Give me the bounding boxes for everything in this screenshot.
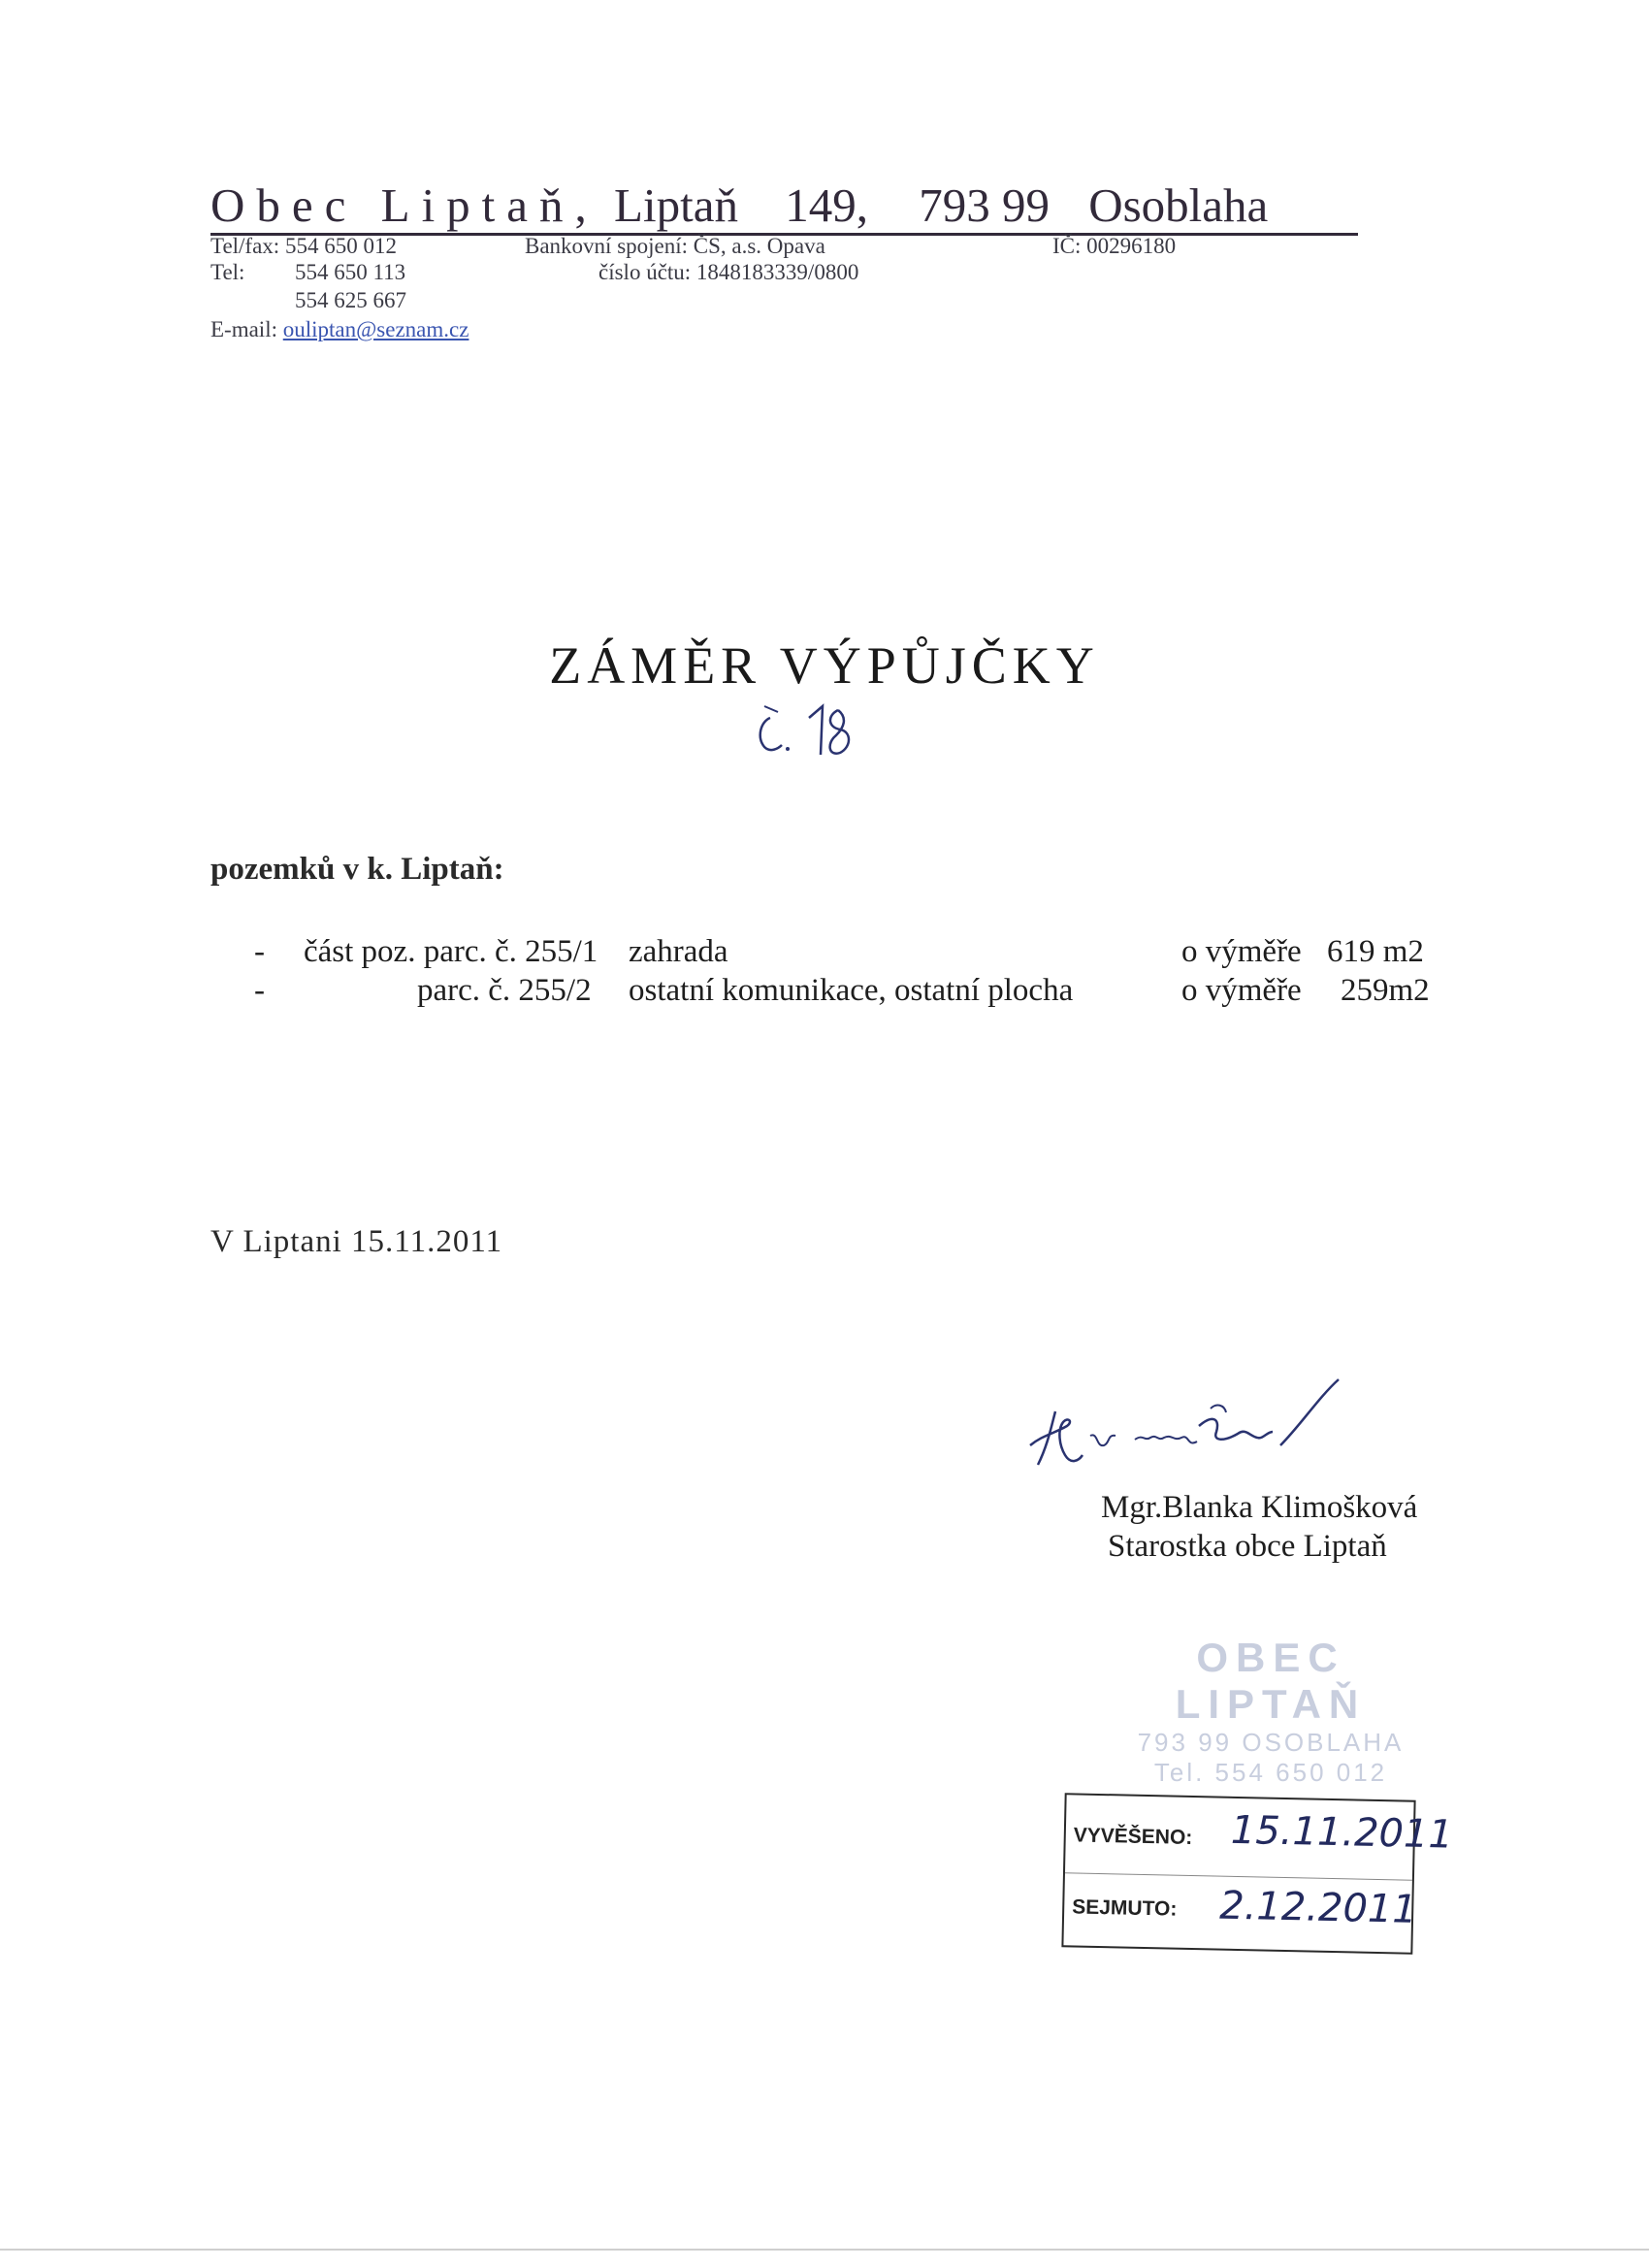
letterhead-municipality: Obec Liptaň, — [210, 178, 598, 232]
letterhead-ic: IČ: 00296180 — [1052, 234, 1177, 258]
parcel-2-area-label: o výměře — [1181, 973, 1302, 1008]
letterhead-tel-1: 554 650 113 — [295, 260, 406, 284]
date-line: V Liptani 15.11.2011 — [210, 1224, 503, 1259]
letterhead-title — [210, 180, 1358, 236]
scan-edge-line — [0, 2249, 1649, 2251]
email-link[interactable]: ouliptan@seznam.cz — [282, 317, 469, 341]
signer-role: Starostka obce Liptaň — [1108, 1529, 1387, 1564]
letterhead-zip: 793 99 — [919, 178, 1050, 232]
stamp-line-1: OBEC LIPTAŇ — [1175, 1635, 1367, 1727]
stamp-line-2: 793 99 OSOBLAHA — [1137, 1728, 1405, 1757]
parcel-2-use: ostatní komunikace, ostatní plocha — [629, 973, 1074, 1008]
document-title: ZÁMĚR VÝPŮJČKY — [549, 636, 1100, 695]
letterhead-village: Liptaň — [614, 178, 738, 232]
stamp-line-3: Tel. 554 650 012 — [1153, 1758, 1388, 1787]
stamp-divider — [1065, 1872, 1412, 1880]
removed-label: SEJMUTO: — [1072, 1895, 1178, 1921]
posted-label: VYVĚŠENO: — [1073, 1824, 1193, 1849]
letterhead-house-number: 149, — [785, 178, 868, 232]
signer-name: Mgr.Blanka Klimošková — [1101, 1490, 1418, 1525]
municipal-stamp — [1106, 1635, 1436, 1788]
letterhead-email-label: E-mail: — [210, 317, 277, 341]
posting-stamp — [1061, 1793, 1454, 1955]
parcel-1-area-label: o výměře — [1181, 934, 1302, 969]
letterhead-tel-2: 554 625 667 — [295, 288, 406, 312]
posted-date: 15.11.2011 — [1230, 1807, 1454, 1858]
letterhead-telfax: Tel/fax: 554 650 012 — [210, 234, 397, 258]
parcel-1-area: 619 m2 — [1327, 934, 1424, 969]
handwritten-signature — [1009, 1377, 1416, 1494]
parcel-2-area: 259m2 — [1341, 973, 1430, 1008]
section-heading: pozemků v k. Liptaň: — [210, 852, 504, 887]
letterhead-bank: Bankovní spojení: ČS, a.s. Opava — [525, 234, 825, 258]
letterhead-email-row — [210, 316, 469, 343]
letterhead-city: Osoblaha — [1088, 178, 1269, 232]
parcel-1-bullet: - — [254, 934, 265, 969]
letterhead-tel-label: Tel: — [210, 260, 245, 284]
handwritten-number — [747, 697, 873, 764]
parcel-1-use: zahrada — [629, 934, 728, 969]
parcel-2-label: parc. č. 255/2 — [417, 973, 592, 1008]
parcel-2-bullet: - — [254, 973, 265, 1008]
removed-date: 2.12.2011 — [1218, 1883, 1418, 1932]
parcel-1-label: část poz. parc. č. 255/1 — [304, 934, 598, 969]
letterhead-account: číslo účtu: 1848183339/0800 — [598, 260, 859, 284]
